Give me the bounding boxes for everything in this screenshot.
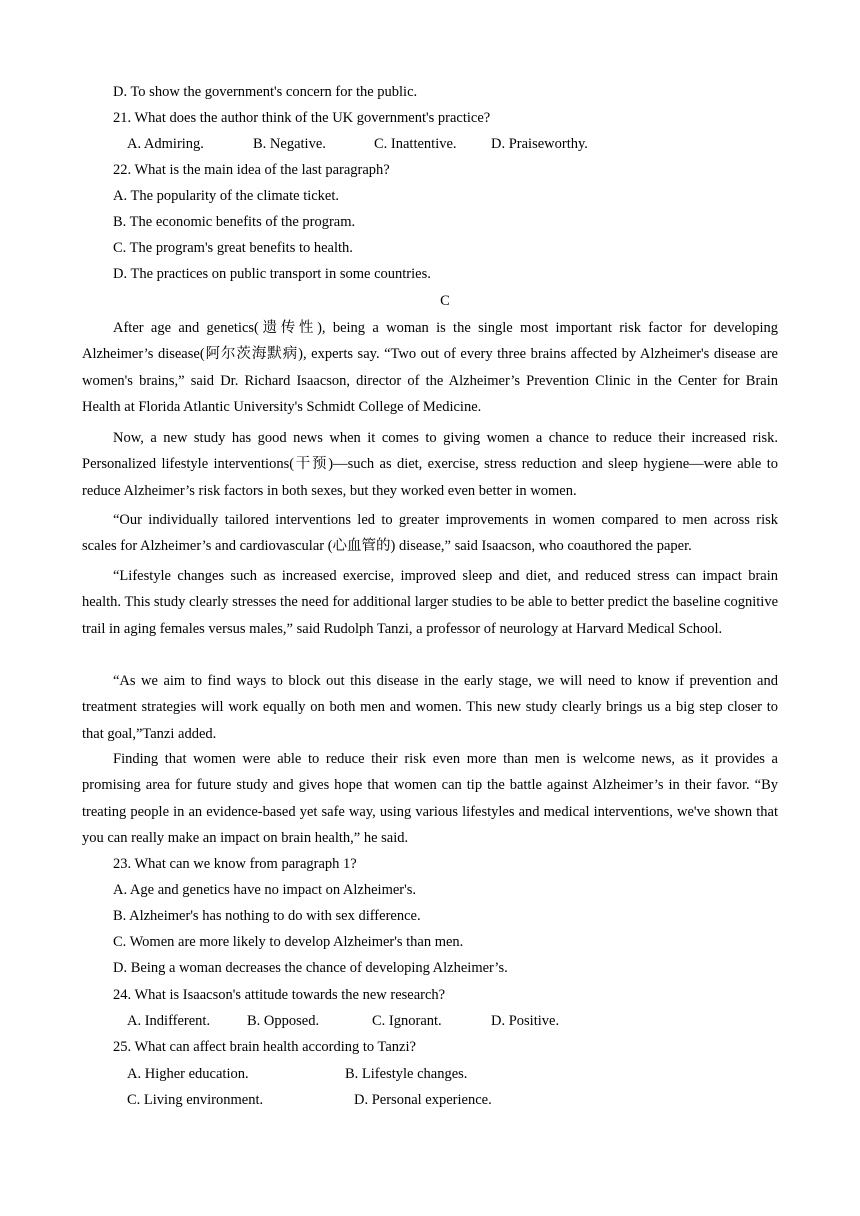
passage-paragraph-3: “Our individually tailored interventions led to greater improvements in women compared to men across risk scales for Alzheimer’s and cardiovascular (心血管的) disease,” said Isaacson, who coauthored the paper. [82,512,778,555]
q21-option-a: A. Admiring. [127,136,204,152]
q24-option-b: B. Opposed. [247,1013,320,1029]
q25-options-row1 [127,1064,727,1084]
q25-option-b: B. Lifestyle changes. [345,1066,468,1082]
q21-options [127,134,727,154]
q25-option-a: A. Higher education. [127,1066,249,1082]
q25-option-c: C. Living environment. [127,1092,264,1108]
passage-paragraph-6: Finding that women were able to reduce their risk even more than men is welcome news, as it provides a promising area for future study and gives hope that women can tip the battle against Alzheimer’s in their favor. “By treating people in an evidence-based yet safe way, using various lifestyles and medical interventions, we've shown that you can really make an impact on brain health,” he said. [82,751,778,846]
q23-option-d: D. Being a woman decreases the chance of developing Alzheimer’s. [113,960,508,976]
q23-option-b: B. Alzheimer's has nothing to do with sex difference. [113,908,421,924]
passage-paragraph-5: “As we aim to find ways to block out this disease in the early stage, we will need to know if prevention and treatment strategies will work equally on both men and women. This new study clearly brings us a big step closer to that goal,”Tanzi added. [82,673,778,742]
q25-option-d: D. Personal experience. [354,1092,492,1108]
q21-option-c: C. Inattentive. [374,136,457,152]
q24-option-d: D. Positive. [491,1013,560,1029]
q23-option-c: C. Women are more likely to develop Alzheimer's than men. [113,934,464,950]
passage-paragraph-2: Now, a new study has good news when it comes to giving women a chance to reduce their increased risk. Personalized lifestyle interventions(干预)—such as diet, exercise, stress reduction and sleep hygiene—were able to reduce Alzheimer’s risk factors in both sexes, but they worked even better in women. [82,430,778,499]
q22-option-a: A. The popularity of the climate ticket. [113,188,340,204]
passage-paragraph-1: After age and genetics(遗传性), being a woman is the single most important risk factor for developing Alzheimer’s disease(阿尔茨海默病), experts say. “Two out of every three brains affected by Alzheimer's disease are women's brains,” said Dr. Richard Isaacson, director of the Alzheimer’s Prevention Clinic in the Center for Brain Health at Florida Atlantic University's Schmidt College of Medicine. [82,320,778,415]
q21-stem: 21. What does the author think of the UK government's practice? [113,110,491,126]
q25-options-row2 [127,1090,727,1110]
q24-option-a: A. Indifferent. [127,1013,211,1029]
q24-option-c: C. Ignorant. [372,1013,442,1029]
q22-option-d: D. The practices on public transport in some countries. [113,266,431,282]
q22-stem: 22. What is the main idea of the last paragraph? [113,162,390,178]
q22-option-c: C. The program's great benefits to health. [113,240,353,256]
q25-stem: 25. What can affect brain health according to Tanzi? [113,1039,416,1055]
q24-stem: 24. What is Isaacson's attitude towards the new research? [113,987,446,1003]
section-c-heading: C [440,293,450,309]
q23-stem: 23. What can we know from paragraph 1? [113,856,357,872]
q22-option-b: B. The economic benefits of the program. [113,214,356,230]
q21-option-b: B. Negative. [253,136,326,152]
q21-option-d: D. Praiseworthy. [491,136,588,152]
q20-option-d: D. To show the government's concern for the public. [113,84,418,100]
passage-paragraph-4: “Lifestyle changes such as increased exercise, improved sleep and diet, and reduced stress can impact brain health. This study clearly stresses the need for additional larger studies to be able to better predict the baseline cognitive trail in aging females versus males,” said Rudolph Tanzi, a professor of neurology at Harvard Medical School. [82,568,778,637]
q23-option-a: A. Age and genetics have no impact on Alzheimer's. [113,882,416,898]
q24-options [127,1011,727,1031]
